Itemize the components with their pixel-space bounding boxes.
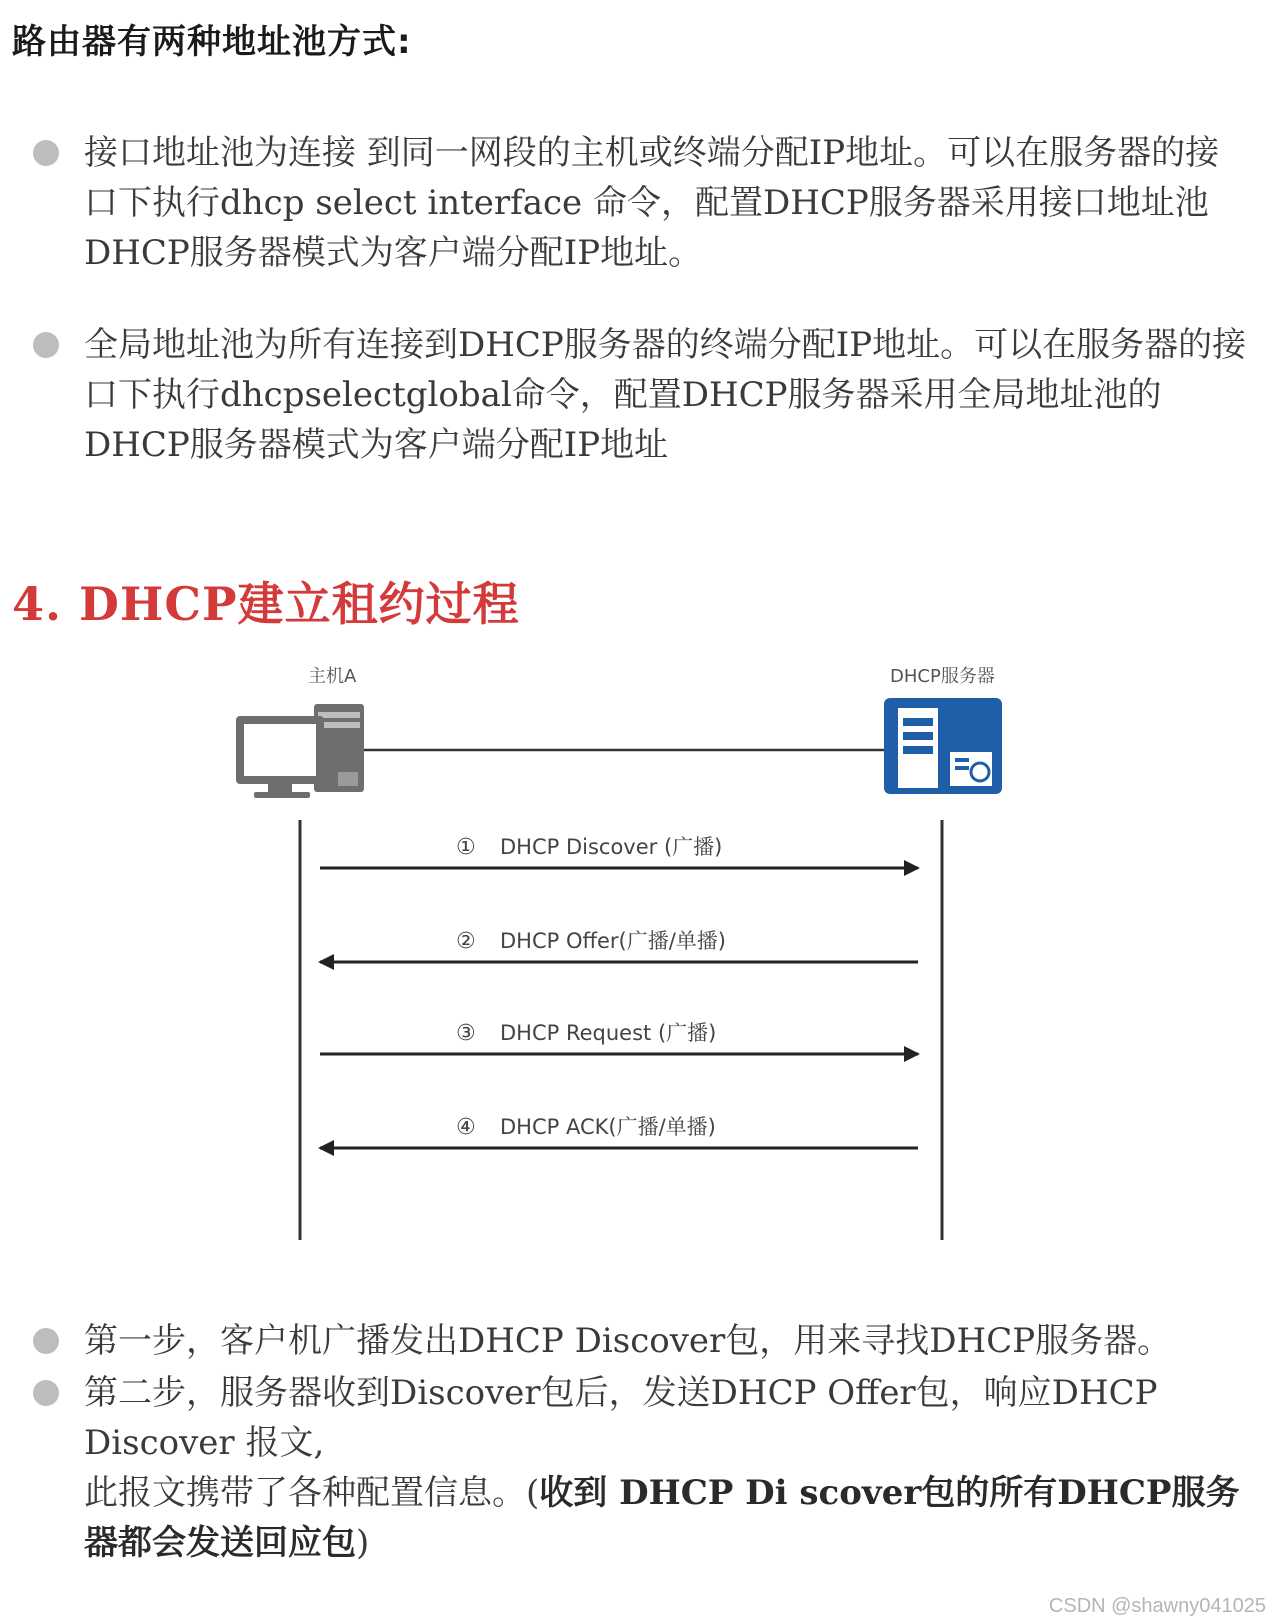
message-2 xyxy=(318,929,918,970)
step-two-line2 xyxy=(84,1468,1250,1568)
message-label: DHCP ACK(广播/单播) xyxy=(500,1115,716,1139)
page-heading: 路由器有两种地址池方式: xyxy=(12,22,412,62)
server-label: DHCP服务器 xyxy=(890,666,995,687)
host-label: 主机A xyxy=(308,666,357,687)
message-number: ③ xyxy=(456,1021,476,1046)
message-number: ② xyxy=(456,929,476,954)
arrow-head xyxy=(318,954,334,970)
diagram-svg xyxy=(0,660,1282,1260)
bullet-dot xyxy=(33,1328,59,1354)
message-3 xyxy=(320,1021,920,1062)
arrow-head xyxy=(318,1140,334,1156)
message-4 xyxy=(318,1115,918,1156)
message-1 xyxy=(320,835,920,876)
interface-pool-text: 接口地址池为连接 到同一网段的主机或终端分配IP地址。可以在服务器的接口下执行dhcp select interface 命令，配置DHCP服务器采用接口地址池DHCP服务器模式为客户端分配IP地址。 xyxy=(84,133,1220,273)
messages-group xyxy=(318,835,920,1156)
arrow-head xyxy=(904,860,920,876)
step-two-line2-end: ) xyxy=(356,1523,370,1563)
step-one-text: 第一步，客户机广播发出DHCP Discover包，用来寻找DHCP服务器。 xyxy=(84,1321,1172,1361)
message-number: ④ xyxy=(456,1115,476,1140)
dhcp-lease-diagram xyxy=(0,660,1282,1260)
bullet-dot xyxy=(33,140,59,166)
step-two-item xyxy=(30,1368,1250,1568)
section-title: 4. DHCP建立租约过程 xyxy=(12,577,520,631)
step-two-bold: 收到 DHCP Di scover包的所有DHCP服务器都会发送回应包 xyxy=(84,1473,1240,1563)
arrow-head xyxy=(904,1046,920,1062)
bullet-dot xyxy=(33,332,59,358)
watermark: CSDN @shawny041025 xyxy=(1048,1595,1266,1617)
step-one-item xyxy=(30,1316,1250,1366)
dhcp-server-icon xyxy=(884,698,1002,794)
bullet-dot xyxy=(33,1380,59,1406)
computer-icon xyxy=(236,704,364,798)
global-pool-item xyxy=(30,320,1250,470)
step-two-text xyxy=(84,1368,1250,1568)
global-pool-text: 全局地址池为所有连接到DHCP服务器的终端分配IP地址。可以在服务器的接口下执行dhcpselectglobal命令，配置DHCP服务器采用全局地址池的DHCP服务器模式为客户端分配IP地址 xyxy=(84,325,1247,465)
step-two-line1: 第二步，服务器收到Discover包后，发送DHCP Offer包，响应DHCP Discover 报文, xyxy=(84,1373,1158,1463)
message-label: DHCP Offer(广播/单播) xyxy=(500,929,726,953)
step-two-line2-start: 此报文携带了各种配置信息。( xyxy=(84,1473,540,1513)
message-number: ① xyxy=(456,835,476,860)
interface-pool-item xyxy=(30,128,1250,278)
message-label: DHCP Discover (广播) xyxy=(500,835,723,859)
message-label: DHCP Request (广播) xyxy=(500,1021,717,1045)
